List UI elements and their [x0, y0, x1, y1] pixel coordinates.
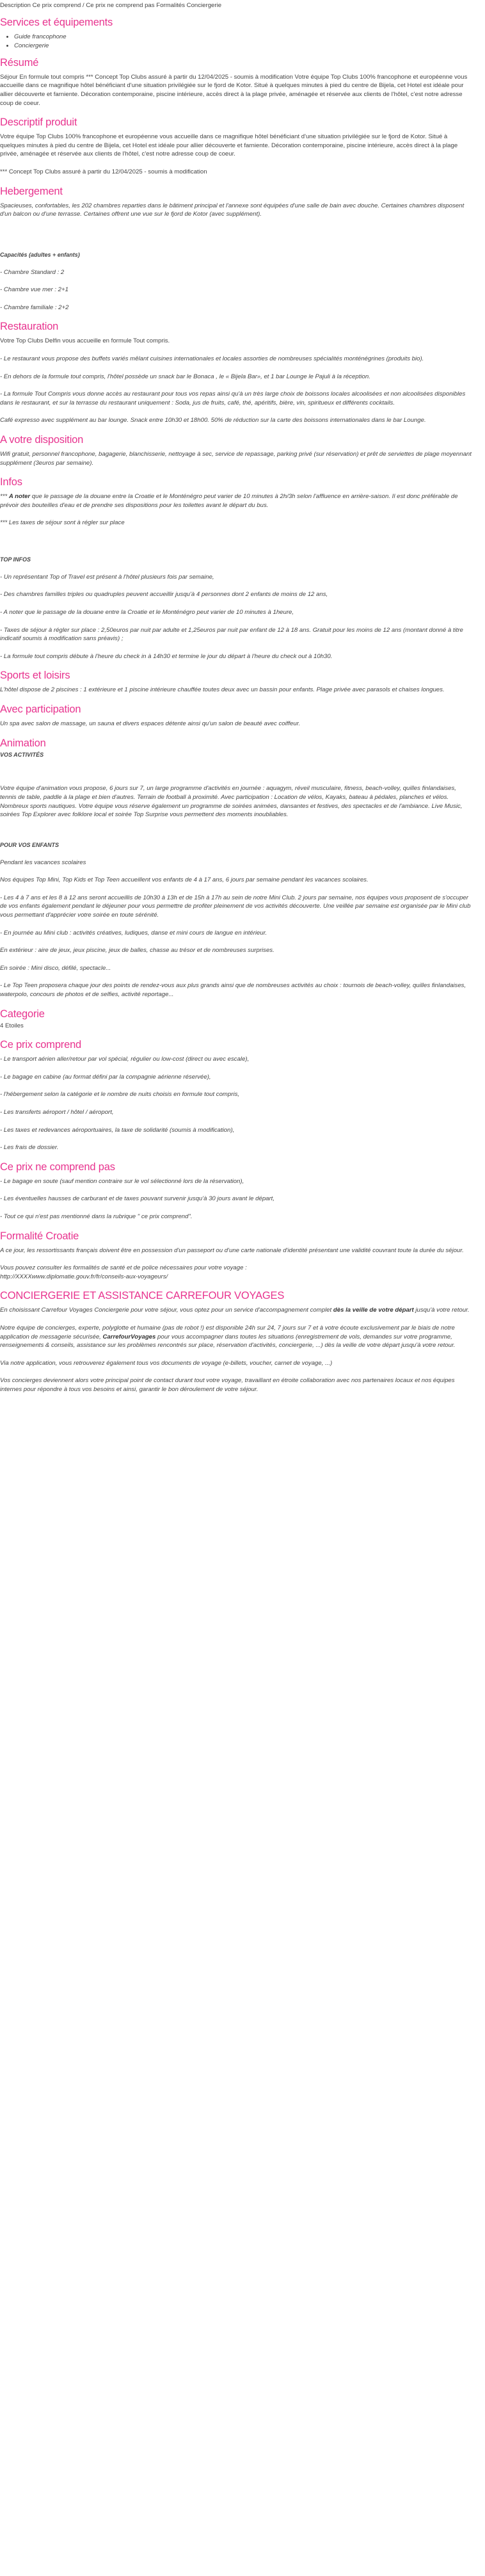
capacites-heading: Capacités (adultes + enfants) — [0, 251, 80, 258]
animation-text: - Le Top Teen proposera chaque jour des points de rendez-vous aux plus grands ainsi que de nombreuses activités au choix : tournois de beach-volley, quilles finlandaises, waterpolo, concours de photos et de selfies, activité reportage... — [0, 982, 466, 998]
conciergerie-p1-bold: dès la veille de votre départ — [333, 1307, 414, 1314]
animation-text: Pendant les vacances scolaires — [0, 858, 86, 866]
infos-bold: A noter — [8, 493, 31, 501]
comprend-item: - Le transport aérien aller/retour par vol spécial, régulier ou low-cost (direct ou avec escale), — [0, 1056, 250, 1063]
animation-title: Animation — [0, 737, 46, 749]
animation-text: Nos équipes Top Mini, Top Kids et Top Teen accueillent vos enfants de 4 à 17 ans, 6 jours par semaine pendant les vacances scolaires. — [0, 876, 369, 884]
infos-prefix: *** — [0, 493, 9, 501]
conciergerie-p2-post: pour vous accompagner dans toutes les situations (enregistrement de vols, demandes sur votre programme, renseignements & conseils, assistance sur les problèmes rencontrés sur place, réservation d'activités, conciergerie, ...) dès la veille de votre départ jusqu'à votre retour. — [0, 1333, 456, 1349]
infos-rest: que le passage de la douane entre la Croatie et le Monténégro peut varier de 10 minutes à 2h/3h selon l'affluence en arrière-saison. Il est donc préférable de prévoir des bouteilles d'eau et de prendre ses dispositions pour les toilettes avant le départ du bus. — [0, 493, 458, 509]
topinfos-item: - Des chambres familles triples ou quadruples peuvent accueillir jusqu'à 4 personnes dont 2 enfants de moins de 12 ans, — [0, 591, 328, 599]
descriptif-title: Descriptif produit — [0, 117, 77, 129]
restauration-text: Café expresso avec supplément au bar lounge. Snack entre 10h30 et 18h00. 50% de réduction sur la carte des boissons internationales dans le bar Lounge. — [0, 417, 426, 424]
topinfos-item: - Un représentant Top of Travel est présent à l'hôtel plusieurs fois par semaine, — [0, 573, 214, 581]
resume-title: Résumé — [0, 56, 39, 68]
restauration-title: Restauration — [0, 321, 59, 333]
hebergement-text: Spacieuses, confortables, les 202 chambres reparties dans le bâtiment principal et l'annexe sont équipées d'une salle de bain avec douche. Certaines chambres disposent d'un balcon ou d'une terrasse. Certaines offrent une vue sur le fjord de Kotor (avec supplément). — [0, 202, 465, 218]
activites-heading: VOS ACTIVITÉS — [0, 751, 44, 758]
sports-title: Sports et loisirs — [0, 670, 70, 682]
capacite-item: - Chambre Standard : 2 — [0, 268, 65, 276]
page-header-text: Description Ce prix comprend / Ce prix ne comprend pas Formalités Conciergerie — [0, 2, 222, 9]
comprend-item: - Les transferts aéroport / hôtel / aéroport, — [0, 1108, 114, 1116]
list-item: • Conciergerie — [14, 42, 473, 51]
topinfos-heading: TOP INFOS — [0, 556, 31, 563]
page — [0, 1, 477, 1394]
infos-title: Infos — [0, 476, 22, 488]
comprend-title: Ce prix comprend — [0, 1039, 82, 1051]
categorie-value: 4 Etoiles — [0, 1022, 24, 1029]
formalite-link[interactable]: http://XXXXwww.diplomatie.gouv.fr/fr/conseils-aux-voyageurs/ — [0, 1273, 168, 1280]
animation-text: En soirée : Mini disco, défilé, spectacle... — [0, 964, 111, 972]
animation-text: En extérieur : aire de jeux, jeux piscine, jeux de balles, chasse au trésor et de nombreuses surprises. — [0, 947, 274, 954]
restauration-text: - En dehors de la formule tout compris, l'hôtel possède un snack bar le Bonaca , le « Bijela Bar», et 1 bar Lounge le Pajuli à la réception. — [0, 373, 370, 380]
comprend-item: - Le bagage en cabine (au format défini par la compagnie aérienne réservée), — [0, 1073, 211, 1081]
restauration-text: - La formule Tout Compris vous donne accès au restaurant pour tous vos repas ainsi qu'à un très large choix de boissons locales alcoolisées et non alcoolisées disponibles dans le restaurant, et sur la terrasse du restaurant uniquement : Soda, jus de fruits, café, thé, apéritifs, bière, vin, spiritueux et différents cocktails. — [0, 390, 466, 407]
comprend-item: - Les frais de dossier. — [0, 1144, 59, 1152]
animation-text: Votre équipe d'animation vous propose, 6 jours sur 7, un large programme d'activités en journée : aquagym, réveil musculaire, fitness, beach-volley, quilles finlandaises, tennis de table, paddle à la plage et bien d'autres. Terrain de football à proximité. Avec participation : Location de vélos, Kayaks, bateau à pédales, planches et vélos. Nombreux sports nautiques. Votre équipe vous réserve également un programme de soirées animées, dansantes et festives, des spectacles et de l'ambiance. Live Music, soirées Top Explorer avec folklore local et soirée Top Surprise vous permettent des moments inoubliables. — [0, 785, 463, 819]
participation-title: Avec participation — [0, 704, 81, 715]
conciergerie-p2-pre: Notre équipe de concierges, experte, polyglotte et humaine (pas de robot !) est disponible 24h sur 24, 7 jours sur 7 et à votre écoute exclusivement par le biais de notre application de messagerie sécurisée, — [0, 1324, 455, 1340]
conciergerie-p1-pre: En choisissant Carrefour Voyages Conciergerie pour votre séjour, vous optez pour un service d'accompagnement complet — [0, 1307, 333, 1314]
descriptif-paragraph: Votre équipe Top Clubs 100% francophone et européenne vous accueille dans ce magnifique hôtel bénéficiant d'une situation privilégiée sur le fjord de Kotor. Situé à quelques minutes à pied du centre de Bijela, cet Hotel est idéale pour allier découverte et farniente. Décoration contemporaine, piscine intérieure, accès direct à la plage privée, aménagée et réservée aux clients de l'hôtel, c'est notre adresse coup de coeur. — [0, 133, 458, 158]
formalite-text — [0, 1264, 473, 1281]
disposition-title: A votre disposition — [0, 434, 84, 446]
disposition-text: Wifi gratuit, personnel francophone, bagagerie, blanchisserie, nettoyage à sec, service de repassage, parking privé (sur réservation) et prêt de serviettes de plage moyennant supplément (3euros par semaine). — [0, 450, 472, 467]
formalite-text: A ce jour, les ressortissants français doivent être en possession d'un passeport ou d'une carte nationale d'identité présentant une validité couvrant toute la durée du séjour. — [0, 1246, 464, 1254]
conciergerie-text: Vos concierges deviennent alors votre principal point de contact durant tout votre voyage, travaillant en étroite collaboration avec nos partenaires locaux et nos équipes internes pour répondre à tous vos besoins et ainsi, garantir le bon déroulement de votre séjour. — [0, 1377, 455, 1394]
categorie-title: Categorie — [0, 1008, 45, 1020]
topinfos-item: - Taxes de séjour à régler sur place : 2,50euros par nuit par adulte et 1,25euros par nuit par enfant de 12 à 18 ans. Gratuit pour les moins de 12 ans (montant donné à titre indicatif soumis à modification sans préavis) ; — [0, 626, 463, 643]
restauration-text: Votre Top Clubs Delfin vous accueille en formule Tout compris. — [0, 337, 170, 345]
comprend-item: - l'hébergement selon la catégorie et le nombre de nuits choisis en formule tout compris, — [0, 1091, 240, 1099]
infos-text — [0, 492, 473, 510]
list-item: • Guide francophone — [14, 33, 473, 42]
ne-comprend-title: Ce prix ne comprend pas — [0, 1161, 115, 1173]
ne-comprend-item: - Tout ce qui n'est pas mentionné dans la rubrique " ce prix comprend". — [0, 1213, 193, 1220]
conciergerie-title: CONCIERGERIE ET ASSISTANCE CARREFOUR VOYAGES — [0, 1290, 285, 1302]
sports-text: L'hôtel dispose de 2 piscines : 1 extérieure et 1 piscine intérieure chauffée toutes deux avec un bassin pour enfants. Plage privée avec parasols et chaises longues. — [0, 686, 445, 694]
conciergerie-p2-bold: CarrefourVoyages — [102, 1333, 156, 1340]
conciergerie-text: Via notre application, vous retrouverez également tous vos documents de voyage (e-billets, voucher, carnet de voyage, ...) — [0, 1359, 333, 1367]
hebergement-title: Hebergement — [0, 185, 63, 197]
animation-text: - En journée au Mini club : activités créatives, ludiques, danse et mini cours de langue en intérieur. — [0, 929, 267, 937]
infos-taxes: *** Les taxes de séjour sont à régler sur place — [0, 519, 125, 527]
capacite-item: - Chambre vue mer : 2+1 — [0, 286, 68, 294]
services-title: Services et équipements — [0, 16, 113, 28]
conciergerie-p1-post: jusqu'à votre retour. — [413, 1307, 470, 1314]
services-list — [0, 33, 473, 51]
topinfos-item: - La formule tout compris débute à l'heure du check in à 14h30 et termine le jour du départ à l'heure du check out à 10h30. — [0, 652, 333, 660]
restauration-text: - Le restaurant vous propose des buffets variés mêlant cuisines internationales et locales assorties de nombreuses spécialités monténégrines (produits bio). — [0, 355, 424, 362]
conciergerie-text — [0, 1306, 473, 1315]
enfants-heading: POUR VOS ENFANTS — [0, 841, 60, 848]
descriptif-note: *** Concept Top Clubs assuré à partir du 12/04/2025 - soumis à modification — [0, 168, 207, 175]
conciergerie-text — [0, 1324, 473, 1350]
animation-text: - Les 4 à 7 ans et les 8 à 12 ans seront accueillis de 10h30 à 13h et de 15h à 17h au sein de notre Mini Club. 2 jours par semaine, nos équipes vous proposent de s'occuper de vos enfants également pendant le déjeuner pour vous permettre de profiter pleinement de vos activités découverte. Une veillée par semaine est organisée par le Mini club vous permettant d'apprécier votre soirée en toute sérénité. — [0, 894, 471, 919]
formalite-title: Formalité Croatie — [0, 1230, 79, 1242]
ne-comprend-item: - Les éventuelles hausses de carburant et de taxes pouvant survenir jusqu'à 30 jours avant le départ, — [0, 1195, 275, 1203]
comprend-item: - Les taxes et redevances aéroportuaires, la taxe de solidarité (soumis à modification), — [0, 1126, 235, 1134]
topinfos-item: - A noter que le passage de la douane entre la Croatie et le Monténégro peut varier de 10 minutes à 1heure, — [0, 608, 294, 616]
formalite-consult: Vous pouvez consulter les formalités de santé et de police nécessaires pour votre voyage : — [0, 1264, 247, 1272]
ne-comprend-item: - Le bagage en soute (sauf mention contraire sur le vol sélectionné lors de la réservation), — [0, 1177, 244, 1185]
participation-text: Un spa avec salon de massage, un sauna et divers espaces détente ainsi qu'un salon de beauté avec coiffeur. — [0, 720, 301, 727]
resume-text: Séjour En formule tout compris *** Concept Top Clubs assuré à partir du 12/04/2025 - soumis à modification Votre équipe Top Clubs 100% francophone et européenne vous accueille dans ce magnifique hôtel bénéficiant d'une situation privilégiée sur le fjord de Kotor. Situé à quelques minutes à pied du centre de Bijela, cet Hotel est idéale pour allier découverte et farniente. Décoration contemporaine, piscine intérieure, accès direct à la plage privée, aménagée et réservée aux clients de l'hôtel, c'est notre adresse coup de coeur. — [0, 73, 468, 107]
capacite-item: - Chambre familiale : 2+2 — [0, 303, 69, 311]
